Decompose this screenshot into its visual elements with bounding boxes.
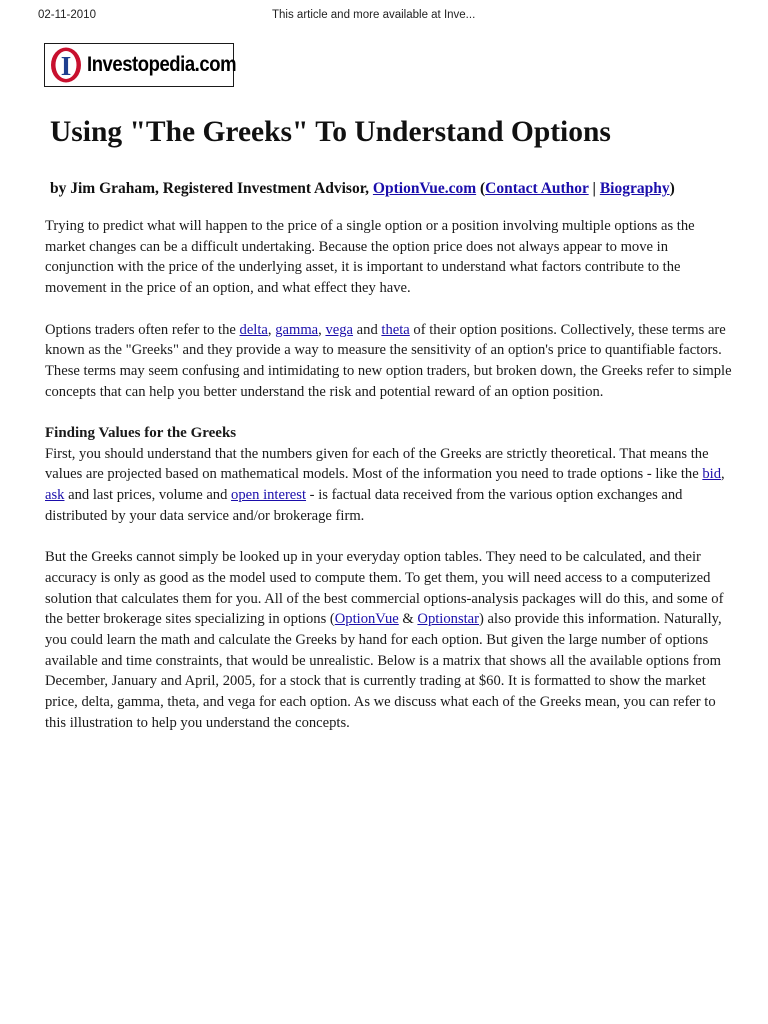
text-span: , bbox=[318, 321, 326, 338]
biography-link[interactable]: Biography bbox=[599, 180, 670, 197]
text-span: and bbox=[353, 321, 382, 338]
text-span: But the Greeks cannot simply be looked up in your everyday option tables. They need to be calculated, and their accuracy is only as good as the model used to compute them. To get them, you will need access to a computerized solution that calculates them for you. All of the best commercial options-analysis packages will do this, and some of the better brokerage sites specializing in options ( bbox=[45, 549, 724, 628]
source-note: This article and more available at Inve... bbox=[272, 9, 476, 21]
bid-link[interactable]: bid bbox=[702, 466, 721, 483]
theta-link[interactable]: theta bbox=[381, 321, 410, 338]
section-heading: Finding Values for the Greeks bbox=[45, 425, 237, 441]
ask-link[interactable]: ask bbox=[45, 487, 65, 504]
values-paragraph bbox=[45, 444, 735, 527]
byline bbox=[50, 180, 675, 198]
byline-author: by Jim Graham, Registered Investment Advisor, bbox=[50, 180, 373, 197]
intro-paragraph: Trying to predict what will happen to the price of a single option or a position involving multiple options as the market changes can be a difficult undertaking. Because the option price does not always appear to move in conjunction with the price of the underlying asset, it is important to understand what factors contribute to the movement in the price of an option, and what effect they have. bbox=[45, 218, 695, 297]
byline-paren-open: ( bbox=[476, 180, 486, 197]
article-body bbox=[45, 216, 735, 754]
text-span: Options traders often refer to the bbox=[45, 321, 240, 338]
optionvue-inline-link[interactable]: OptionVue bbox=[334, 611, 399, 628]
text-span: of their option positions. Collectively, these terms are known as the "Greeks" and they provide a way to measure the sensitivity of an option's price to quantifiable factors. These terms may seem confusing and intimidating to new option traders, but broken down, the Greeks refer to simple concepts that can help you better understand the risk and potential reward of an option position. bbox=[45, 321, 732, 400]
calculation-paragraph bbox=[45, 547, 735, 733]
byline-paren-close: ) bbox=[669, 180, 675, 197]
text-span: First, you should understand that the numbers given for each of the Greeks are strictly theoretical. That means the values are projected based on mathematical models. Most of the information you need to trade options - like the bbox=[45, 445, 709, 483]
logo-emblem-icon bbox=[47, 46, 85, 84]
investopedia-logo[interactable] bbox=[44, 43, 237, 87]
text-span: , bbox=[721, 466, 725, 483]
article-title: Using "The Greeks" To Understand Options bbox=[50, 116, 611, 148]
logo-wordmark: Investopedia.com bbox=[87, 53, 237, 76]
text-span: ) also provide this information. Naturally, you could learn the math and calculate the Greeks by hand for each option. But given the large number of options available and time constraints, that would be unrealistic. Below is a matrix that shows all the available options from December, January and April, 2005, for a stock that is currently trading at $60. It is formatted to show the market price, delta, gamma, theta, and vega for each option. As we discuss what each of the Greeks mean, you can refer to this illustration to help you understand the concepts. bbox=[45, 611, 722, 731]
greeks-paragraph bbox=[45, 320, 735, 403]
optionstar-link[interactable]: Optionstar bbox=[417, 611, 480, 628]
text-span: - is factual data received from the various option exchanges and distributed by your data service and/or brokerage firm. bbox=[45, 487, 683, 524]
page-header bbox=[0, 0, 768, 26]
delta-link[interactable]: delta bbox=[239, 321, 268, 338]
print-date: 02-11-2010 bbox=[38, 9, 96, 21]
text-span: , bbox=[267, 321, 276, 338]
contact-author-link[interactable]: Contact Author bbox=[485, 180, 589, 197]
text-span: and last prices, volume and bbox=[64, 487, 232, 504]
byline-separator: | bbox=[588, 180, 600, 197]
vega-link[interactable]: vega bbox=[325, 321, 354, 338]
open-interest-link[interactable]: open interest bbox=[231, 487, 307, 504]
optionvue-link[interactable]: OptionVue.com bbox=[372, 180, 477, 197]
logo-letter: I bbox=[60, 51, 72, 81]
text-span: & bbox=[398, 611, 418, 628]
gamma-link[interactable]: gamma bbox=[275, 321, 319, 338]
